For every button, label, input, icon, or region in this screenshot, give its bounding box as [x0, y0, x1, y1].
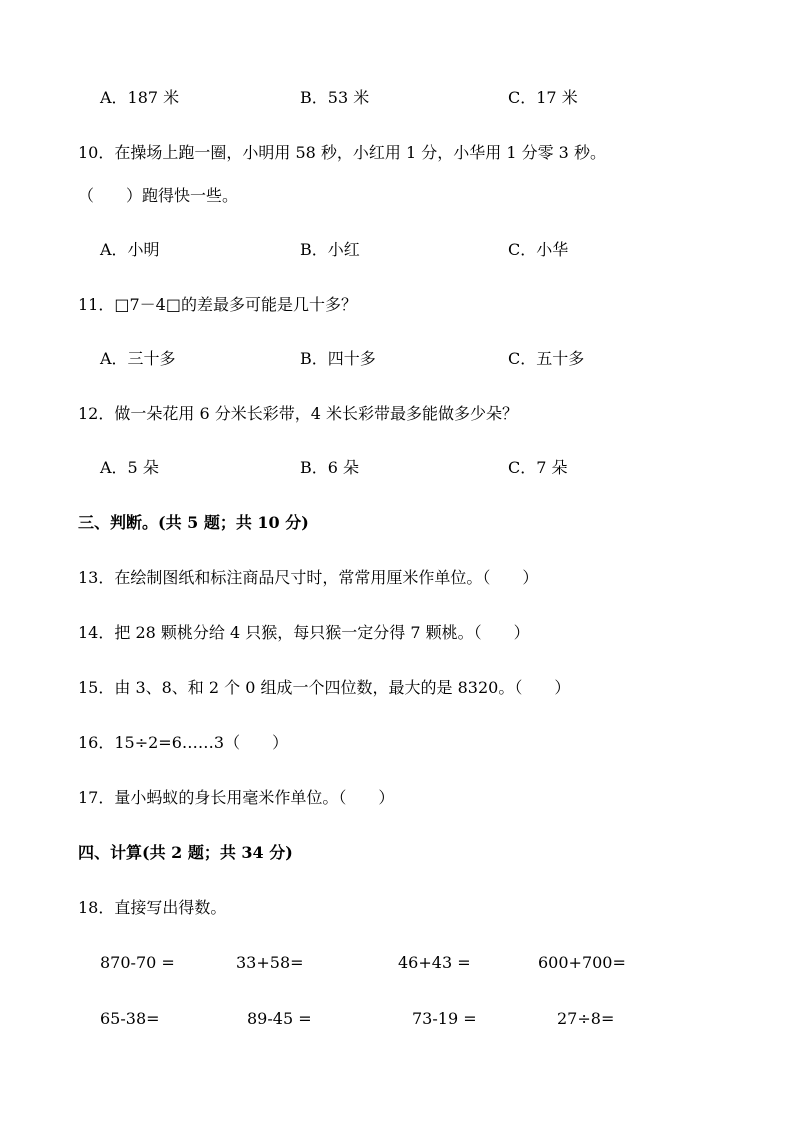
q9-option-b: B．53 米: [300, 88, 370, 107]
calc-item: 870-70 =: [100, 953, 175, 972]
q10-text: 10．在操场上跑一圈，小明用 58 秒，小红用 1 分，小华用 1 分零 3 秒。: [78, 143, 606, 162]
calc-item: 27÷8=: [557, 1009, 615, 1028]
calc-item: 33+58=: [236, 953, 304, 972]
calc-item: 73-19 =: [412, 1009, 477, 1028]
q12-text: 12．做一朵花用 6 分米长彩带，4 米长彩带最多能做多少朵？: [78, 404, 518, 423]
q12-option-b: B．6 朵: [300, 458, 360, 477]
q14-text: 14．把 28 颗桃分给 4 只猴，每只猴一定分得 7 颗桃。（ ）: [78, 623, 530, 642]
calc-item: 89-45 =: [247, 1009, 312, 1028]
q10-option-b: B．小红: [300, 240, 360, 259]
q12-option-c: C．7 朵: [508, 458, 568, 477]
calc-item: 65-38=: [100, 1009, 160, 1028]
q11-option-c: C．五十多: [508, 349, 585, 368]
q10-option-c: C．小华: [508, 240, 569, 259]
q15-text: 15．由 3、8、和 2 个 0 组成一个四位数，最大的是 8320。（ ）: [78, 678, 571, 697]
q11-option-b: B．四十多: [300, 349, 376, 368]
q10-option-a: A．小明: [100, 240, 160, 259]
q9-option-c: C．17 米: [508, 88, 578, 107]
q16-text: 16．15÷2=6……3（ ）: [78, 733, 289, 752]
q17-text: 17．量小蚂蚁的身长用毫米作单位。（ ）: [78, 788, 395, 807]
q11-text: 11．□7－4□的差最多可能是几十多？: [78, 295, 357, 314]
section-3-title: 三、判断。(共 5 题；共 10 分): [78, 513, 309, 532]
q12-option-a: A．5 朵: [100, 458, 159, 477]
q18-text: 18．直接写出得数。: [78, 898, 227, 917]
calc-item: 600+700=: [538, 953, 626, 972]
q9-option-a: A．187 米: [100, 88, 180, 107]
q13-text: 13．在绘制图纸和标注商品尺寸时，常常用厘米作单位。（ ）: [78, 568, 539, 587]
calc-item: 46+43 =: [398, 953, 471, 972]
q10-text-continued: （ ）跑得快一些。: [78, 186, 239, 205]
q11-option-a: A．三十多: [100, 349, 176, 368]
section-4-title: 四、计算(共 2 题；共 34 分): [78, 843, 293, 862]
